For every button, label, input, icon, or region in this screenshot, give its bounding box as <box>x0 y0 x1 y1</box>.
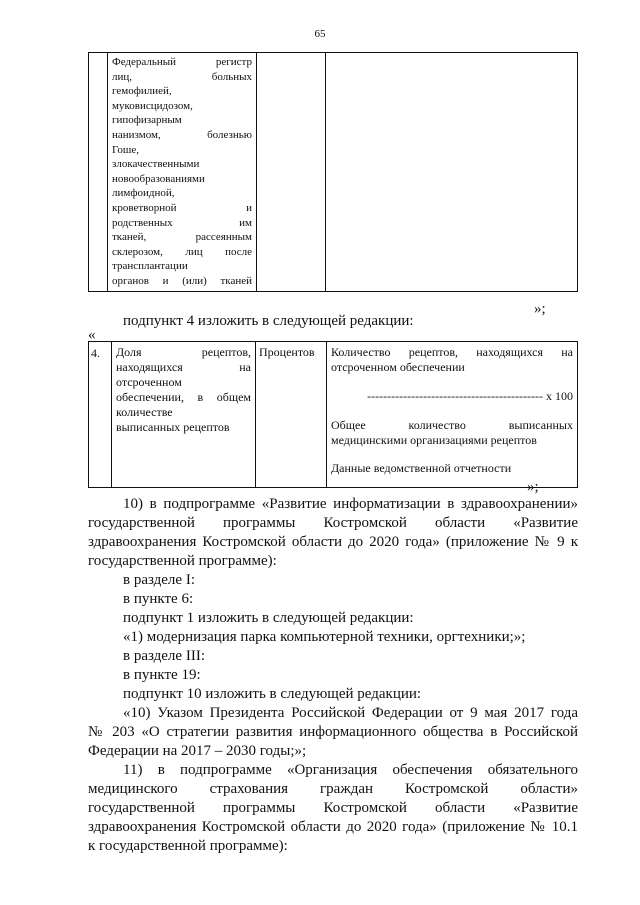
paragraph-line: в пункте 6: <box>123 591 194 607</box>
register-line: лимфоидной, <box>112 187 175 200</box>
register-line: муковисцидозом, <box>112 99 193 112</box>
paragraph-line: здравоохранения Костромской области до 2020 года» (приложение № 9 к <box>88 534 578 550</box>
paragraph-line: 10) в подпрограмме «Развитие информатизации в здравоохранении» <box>123 496 578 512</box>
paragraph-line: в разделе III: <box>123 648 205 664</box>
indicator-table <box>88 341 578 488</box>
table-cell-formula <box>327 342 578 488</box>
register-line: Гоше, <box>112 143 139 156</box>
paragraph-line: государственной программе): <box>88 553 277 569</box>
table-cell-register <box>108 53 257 292</box>
paragraph-line: «1) модернизация парка компьютерной техники, оргтехники;»; <box>123 629 526 645</box>
paragraph-line: Федерации на 2017 – 2030 годы;»; <box>88 743 307 759</box>
subpoint-intro: подпункт 4 изложить в следующей редакции: <box>123 313 414 329</box>
open-quote: « <box>88 327 96 343</box>
table-cell-number: 4. <box>89 342 112 488</box>
register-line: тканей, рассеянным <box>112 231 252 244</box>
register-line: нанизмом, болезнью <box>112 128 252 141</box>
formula-line: Количество рецептов, находящихся на <box>331 345 573 359</box>
register-line: трансплантации <box>112 260 188 273</box>
register-line: гипофизарным <box>112 114 182 127</box>
indicator-line: количестве <box>116 405 173 419</box>
paragraph-line: «10) Указом Президента Российской Федерации от 9 мая 2017 года <box>123 705 578 721</box>
register-line: родственных им <box>112 216 252 229</box>
paragraph-line: 11) в подпрограмме «Организация обеспечения обязательного <box>123 762 578 778</box>
register-line: лиц, больных <box>112 70 252 83</box>
register-line: органов и (или) тканей <box>112 274 252 287</box>
table-cell-unit <box>257 53 326 292</box>
paragraph-line: подпункт 10 изложить в следующей редакции: <box>123 686 422 702</box>
data-source: Данные ведомственной отчетности <box>331 461 512 475</box>
register-line: склерозом, лиц после <box>112 245 252 258</box>
paragraph-line: подпункт 1 изложить в следующей редакции: <box>123 610 414 626</box>
table-cell-method <box>326 53 578 292</box>
table-cell-unit: Процентов <box>256 342 327 488</box>
paragraph-line: здравоохранения Костромской области до 2020 года» (приложение № 10.1 <box>88 819 578 835</box>
register-line: гемофилией, <box>112 85 172 98</box>
close-quote: »; <box>534 301 546 317</box>
indicator-line: находящихся на <box>116 360 251 374</box>
formula-line: Общее количество выписанных <box>331 418 573 432</box>
register-line: кроветворной и <box>112 201 252 214</box>
paragraph-line: № 203 «О стратегии развития информационного общества в Российской <box>88 724 578 740</box>
register-line: Федеральный регистр <box>112 56 252 68</box>
register-line: злокачественными <box>112 158 200 171</box>
formula-line: медицинскими организациями рецептов <box>331 433 537 447</box>
page-number: 65 <box>314 28 326 40</box>
paragraph-line: в разделе I: <box>123 572 195 588</box>
close-quote: »; <box>527 479 539 495</box>
indicator-line: Доля рецептов, <box>116 345 251 359</box>
indicator-line: выписанных рецептов <box>116 420 230 434</box>
paragraph-line: в пункте 19: <box>123 667 201 683</box>
formula-line: отсроченном обеспечении <box>331 360 465 374</box>
paragraph-line: к государственной программе): <box>88 838 288 854</box>
paragraph-line: государственной программы Костромской области «Развитие <box>88 800 578 816</box>
register-table <box>88 52 578 292</box>
paragraph-line: государственной программы Костромской области «Развитие <box>88 515 578 531</box>
indicator-line: отсроченном <box>116 375 182 389</box>
indicator-line: обеспечении, в общем <box>116 390 251 404</box>
fraction-line: -------------------------------------------- х 100 <box>367 389 573 403</box>
paragraph-line: медицинского страхования граждан Костромской области» <box>88 781 578 797</box>
table-cell-number <box>89 53 108 292</box>
register-line: новообразованиями <box>112 172 205 185</box>
table-cell-indicator <box>112 342 256 488</box>
